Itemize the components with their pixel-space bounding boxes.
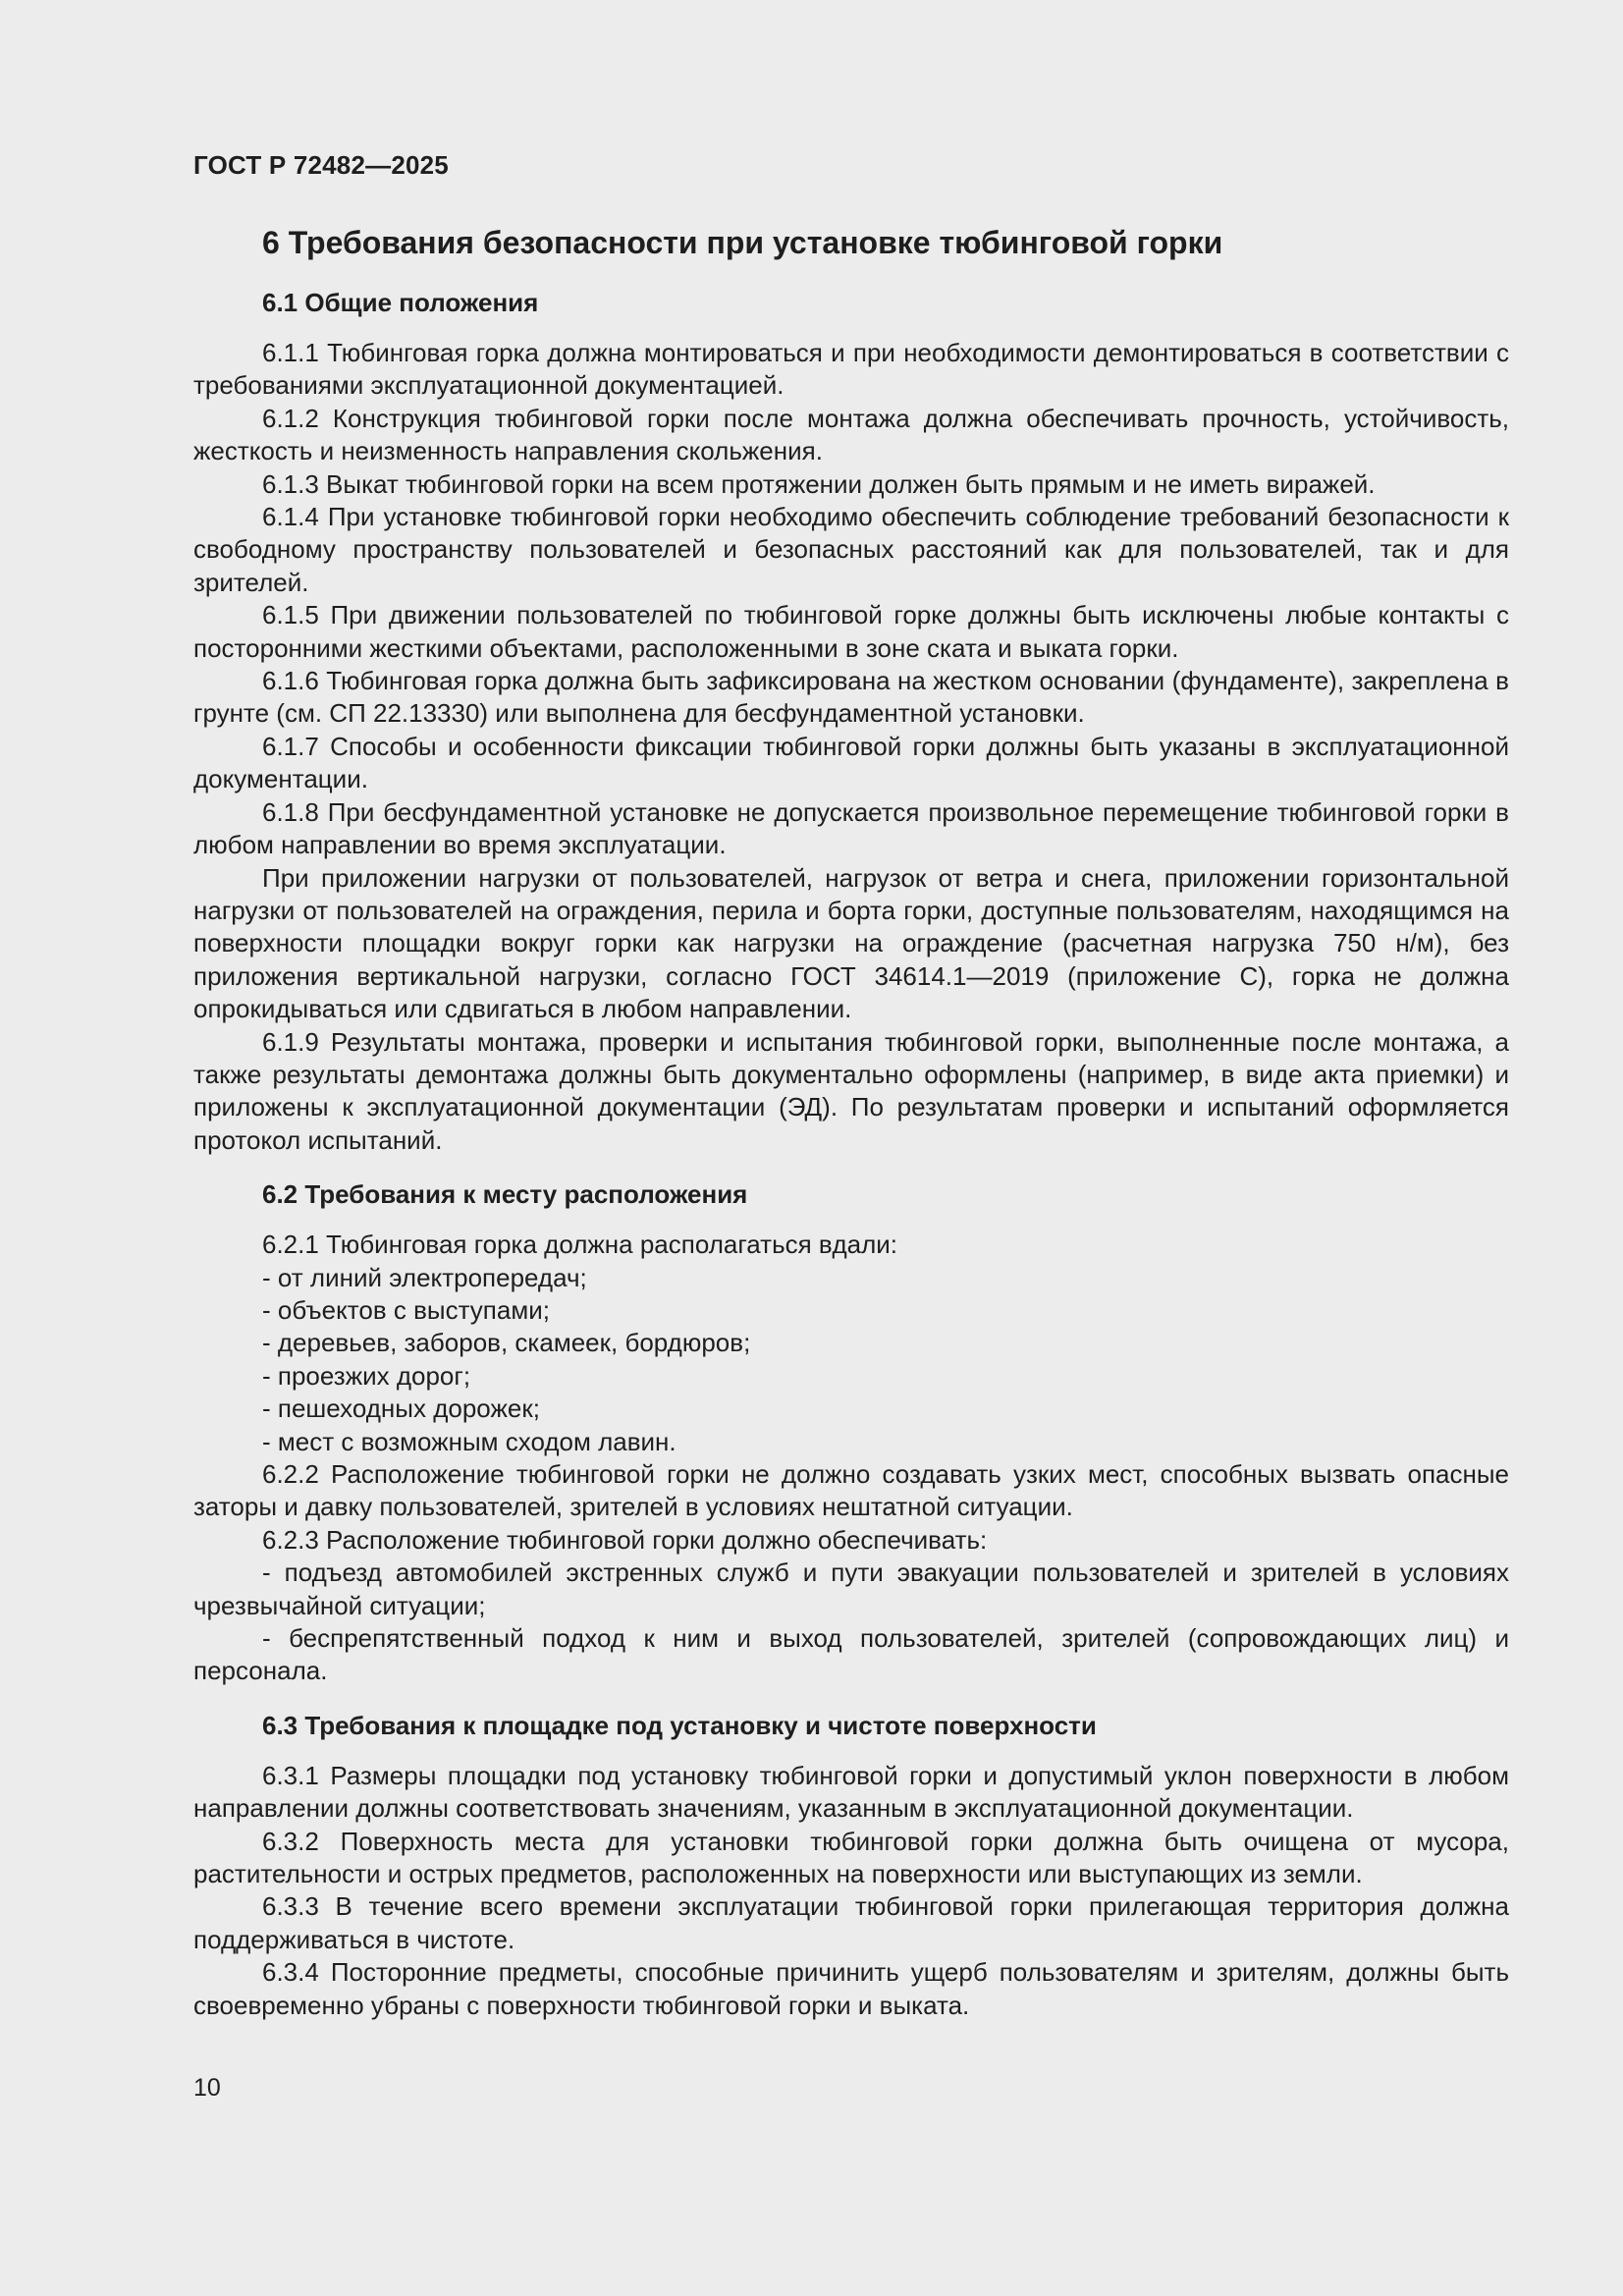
paragraph-6-2-2: 6.2.2 Расположение тюбинговой горки не должно создавать узких мест, способных вызвать опасные заторы и давку пользователей, зрителей в условиях нештатной ситуации. <box>193 1459 1509 1522</box>
paragraph-6-1-4: 6.1.4 При установке тюбинговой горки необходимо обеспечить соблюдение требований безопасности к свободному пространству пользователей и безопасных расстояний как для пользователей, так и для зрителей. <box>193 502 1509 597</box>
list-item: - подъезд автомобилей экстренных служб и пути эвакуации пользователей и зрителей в условиях чрезвычайной ситуации; <box>193 1558 1509 1620</box>
subsection-title-6-1: 6.1 Общие положения <box>262 288 539 317</box>
paragraph-6-3-3: 6.3.3 В течение всего времени эксплуатации тюбинговой горки прилегающая территория должна поддерживаться в чистоте. <box>193 1891 1509 1954</box>
list-item: - от линий электропередач; <box>262 1262 587 1292</box>
paragraph-6-2-1: 6.2.1 Тюбинговая горка должна располагаться вдали: <box>262 1230 897 1260</box>
list-item: - деревьев, заборов, скамеек, бордюров; <box>262 1328 751 1358</box>
paragraph-6-1-9: 6.1.9 Результаты монтажа, проверки и испытания тюбинговой горки, выполненные после монтажа, а также результаты демонтажа должны быть документально оформлены (например, в виде акта приемки) и приложены к эксплуатационной документации (ЭД). По результатам проверки и испытаний оформляется протокол испытаний. <box>193 1026 1509 1155</box>
list-item: - пешеходных дорожек; <box>262 1394 540 1424</box>
paragraph-6-1-2: 6.1.2 Конструкция тюбинговой горки после монтажа должна обеспечивать прочность, устойчивость, жесткость и неизменность направления скольжения. <box>193 403 1509 466</box>
subsection-title-6-3: 6.3 Требования к площадке под установку и чистоте поверхности <box>262 1710 1097 1740</box>
list-item: - мест с возможным сходом лавин. <box>262 1426 676 1456</box>
paragraph-6-1-6: 6.1.6 Тюбинговая горка должна быть зафиксирована на жестком основании (фундаменте), закреплена в грунте (см. СП 22.13330) или выполнена для бесфундаментной установки. <box>193 666 1509 729</box>
document-page <box>193 0 1509 2296</box>
paragraph-6-3-1: 6.3.1 Размеры площадки под установку тюбинговой горки и допустимый уклон поверхности в любом направлении должны соответствовать значениям, указанным в эксплуатационной документации. <box>193 1760 1509 1824</box>
section-title: 6 Требования безопасности при установке тюбинговой горки <box>262 225 1223 260</box>
subsection-title-6-2: 6.2 Требования к месту расположения <box>262 1179 748 1210</box>
paragraph-6-1-1: 6.1.1 Тюбинговая горка должна монтироваться и при необходимости демонтироваться в соответствии с требованиями эксплуатационной документацией. <box>193 338 1509 401</box>
list-item: - проезжих дорог; <box>262 1360 471 1391</box>
paragraph-6-3-2: 6.3.2 Поверхность места для установки тюбинговой горки должна быть очищена от мусора, растительности и острых предметов, расположенных на поверхности или выступающих из земли. <box>193 1826 1509 1889</box>
paragraph-6-1-8-load: При приложении нагрузки от пользователей, нагрузок от ветра и снега, приложении горизонтальной нагрузки от пользователей на ограждения, перила и борта горки, доступные пользователям, находящимся на поверхности площадки вокруг горки как нагрузки на ограждение (расчетная нагрузка 750 н/м), без приложения вертикальной нагрузки, согласно ГОСТ 34614.1—2019 (приложение С), горка не должна опрокидываться или сдвигаться в любом направлении. <box>193 862 1509 1024</box>
paragraph-6-1-8: 6.1.8 При бесфундаментной установке не допускается произвольное перемещение тюбинговой горки в любом направлении во время эксплуатации. <box>193 796 1509 860</box>
paragraph-6-2-3: 6.2.3 Расположение тюбинговой горки должно обеспечивать: <box>262 1524 988 1555</box>
list-item: - объектов с выступами; <box>262 1294 550 1325</box>
paragraph-6-3-4: 6.3.4 Посторонние предметы, способные причинить ущерб пользователям и зрителям, должны быть своевременно убраны с поверхности тюбинговой горки и выката. <box>193 1957 1509 2020</box>
paragraph-6-1-3: 6.1.3 Выкат тюбинговой горки на всем протяжении должен быть прямым и не иметь виражей. <box>262 468 1376 499</box>
list-item: - беспрепятственный подход к ним и выход пользователей, зрителей (сопровождающих лиц) и персонала. <box>193 1623 1509 1686</box>
paragraph-6-1-7: 6.1.7 Способы и особенности фиксации тюбинговой горки должны быть указаны в эксплуатационной документации. <box>193 731 1509 794</box>
document-body <box>193 287 1509 2022</box>
page-number: 10 <box>193 2074 221 2102</box>
paragraph-6-1-5: 6.1.5 При движении пользователей по тюбинговой горке должны быть исключены любые контакты с посторонними жесткими объектами, расположенными в зоне ската и выката горки. <box>193 600 1509 663</box>
document-code-header: ГОСТ Р 72482—2025 <box>193 150 449 180</box>
